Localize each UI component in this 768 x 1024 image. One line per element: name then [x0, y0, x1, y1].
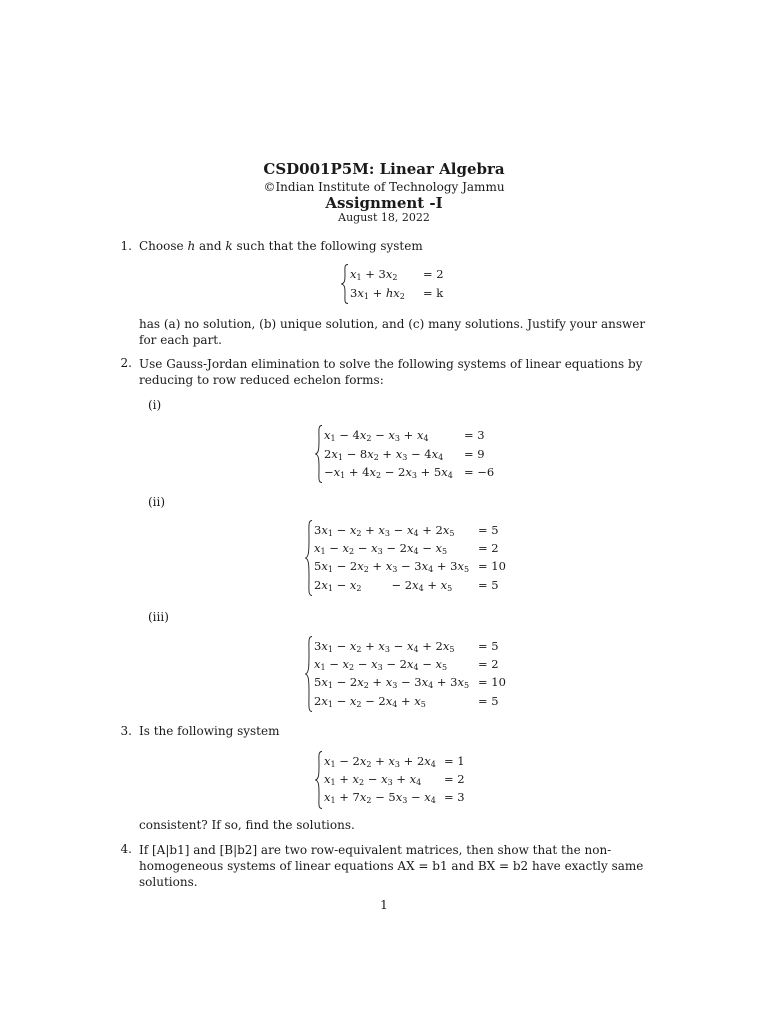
q2-iii-system: $3x_1 - x_2 + x_3 - x_4 + 2x_5$ = 5 $x_1 - x_2 - x_3 - 2x_4 - x_5$ = 2 $5x_1 - 2x_2 + x_3 - 3x_4 + 3x_5$ = 10 $2x_1 - x_2 - 2x_4 + x_5$ = 5 [305, 636, 545, 712]
question-number: 4. [120, 842, 132, 856]
subpart-label-ii: (ii) [148, 495, 166, 509]
left-brace-icon [315, 425, 323, 483]
page-number: 1 [380, 898, 388, 912]
question-number: 3. [120, 724, 132, 738]
left-brace-icon [305, 636, 313, 712]
course-title: CSD001P5M: Linear Algebra [263, 160, 505, 178]
q2-i-system: $x_1 - 4x_2 - x_3 + x_4$ = 3 $2x_1 - 8x_2 + x_3 - 4x_4$ = 9 $-x_1 + 4x_2 - 2x_3 + 5x_4$ = −6 [315, 425, 515, 483]
subpart-label-i: (i) [148, 398, 162, 412]
q1-system: $x_1 + 3x_2$ = 2 $3x_1 + hx_2$ = k [341, 264, 461, 304]
question-number: 1. [120, 239, 132, 253]
q2-ii-system: $3x_1 - x_2 + x_3 - x_4 + 2x_5$ = 5 $x_1 - x_2 - x_3 - 2x_4 - x_5$ = 2 $5x_1 - 2x_2 + x_3 - 3x_4 + 3x_5$ = 10 $2x_1 - x_2 - 2x_4 + x_5$ = 5 [305, 520, 545, 596]
left-brace-icon [315, 751, 323, 809]
question-3-after: consistent? If so, find the solutions. [139, 818, 355, 832]
question-number: 2. [120, 356, 132, 370]
q3-system: $x_1 - 2x_2 + x_3 + 2x_4$ = 1 $x_1 + x_2 - x_3 + x_4$ = 2 $x_1 + 7x_2 - 5x_3 - x_4$ = 3 [315, 751, 485, 809]
question-2-intro: Use Gauss-Jordan elimination to solve the following systems of linear equations by reducing to row reduced echelon forms: [139, 357, 643, 387]
left-brace-icon [305, 520, 313, 596]
question-1-intro: Choose h and k such that the following system [139, 239, 423, 253]
question-1-after: has (a) no solution, (b) unique solution, and (c) many solutions. Justify your answer for each part. [139, 317, 646, 347]
question-3-intro: Is the following system [139, 724, 280, 738]
institution-line: ©Indian Institute of Technology Jammu [263, 180, 505, 194]
subpart-label-iii: (iii) [148, 610, 169, 624]
assignment-date: August 18, 2022 [338, 211, 430, 224]
left-brace-icon [341, 264, 349, 304]
question-4-text: If [A|b1] and [B|b2] are two row-equivalent matrices, then show that the non-homogeneous systems of linear equations AX = b1 and BX = b2 have exactly same solutions. [139, 843, 644, 889]
assignment-title: Assignment -I [325, 194, 443, 212]
